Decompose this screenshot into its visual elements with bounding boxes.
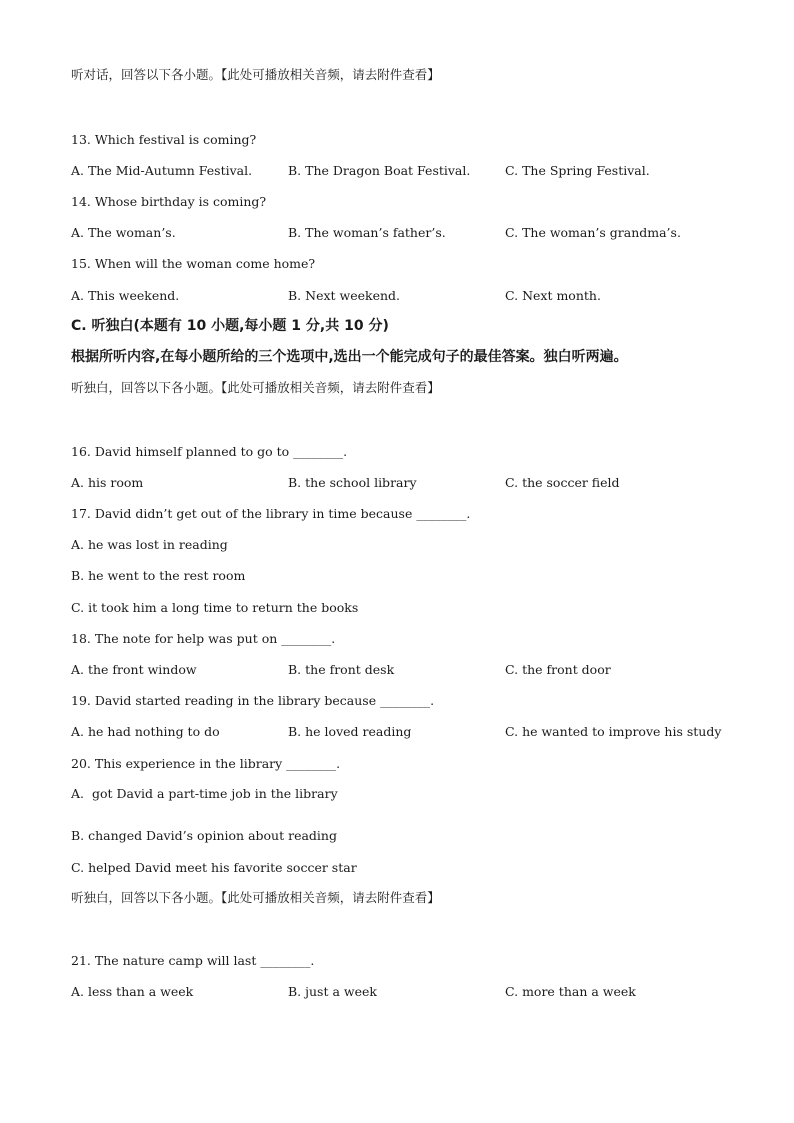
monologue-instruction-2: 听独白，回答以下各小题。【此处可播放相关音频，请去附件查看】: [71, 890, 440, 905]
question-17-option-c: C. it took him a long time to return the books: [71, 600, 359, 615]
question-13-option-c: C. The Spring Festival.: [505, 163, 650, 178]
question-19-option-b: B. he loved reading: [288, 724, 412, 739]
question-14-option-b: B. The woman’s father’s.: [288, 225, 446, 240]
question-19-stem: 19. David started reading in the library because ________.: [71, 693, 435, 708]
question-15-option-a: A. This weekend.: [71, 288, 180, 303]
question-21-option-a: A. less than a week: [71, 984, 194, 999]
question-18-option-b: B. the front desk: [288, 662, 395, 677]
question-17-option-a: A. he was lost in reading: [71, 537, 228, 552]
question-15-option-c: C. Next month.: [505, 288, 601, 303]
question-16-option-c: C. the soccer field: [505, 475, 620, 490]
question-15-option-b: B. Next weekend.: [288, 288, 401, 303]
question-16-stem: 16. David himself planned to go to ________.: [71, 444, 348, 459]
question-19-option-c: C. he wanted to improve his study: [505, 724, 722, 739]
question-19-option-a: A. he had nothing to do: [71, 724, 220, 739]
question-20-option-b: B. changed David’s opinion about reading: [71, 828, 337, 843]
question-14-option-a: A. The woman’s.: [71, 225, 176, 240]
question-18-option-a: A. the front window: [71, 662, 197, 677]
question-16-option-b: B. the school library: [288, 475, 417, 490]
question-20-stem: 20. This experience in the library ________.: [71, 756, 341, 771]
question-21-option-b: B. just a week: [288, 984, 377, 999]
question-14-option-c: C. The woman’s grandma’s.: [505, 225, 681, 240]
question-21-stem: 21. The nature camp will last ________.: [71, 953, 315, 968]
question-17-option-b: B. he went to the rest room: [71, 568, 246, 583]
question-15-stem: 15. When will the woman come home?: [71, 256, 316, 271]
question-14-stem: 14. Whose birthday is coming?: [71, 194, 267, 209]
question-18-option-c: C. the front door: [505, 662, 611, 677]
question-21-option-c: C. more than a week: [505, 984, 636, 999]
question-13-option-a: A. The Mid-Autumn Festival.: [71, 163, 253, 178]
question-20-option-a: A. got David a part-time job in the library: [71, 786, 338, 801]
dialogue-instruction: 听对话，回答以下各小题。【此处可播放相关音频，请去附件查看】: [71, 67, 440, 82]
section-c-instruction: 根据所听内容,在每小题所给的三个选项中,选出一个能完成句子的最佳答案。独白听两遍。: [71, 349, 628, 365]
question-18-stem: 18. The note for help was put on ________.: [71, 631, 336, 646]
question-17-stem: 17. David didn’t get out of the library in time because ________.: [71, 506, 471, 521]
question-13-stem: 13. Which festival is coming?: [71, 132, 257, 147]
section-c-title: C. 听独白(本题有 10 小题,每小题 1 分,共 10 分): [71, 318, 389, 334]
question-16-option-a: A. his room: [71, 475, 144, 490]
question-20-option-c: C. helped David meet his favorite soccer star: [71, 860, 357, 875]
question-13-option-b: B. The Dragon Boat Festival.: [288, 163, 471, 178]
monologue-instruction-1: 听独白，回答以下各小题。【此处可播放相关音频，请去附件查看】: [71, 380, 440, 395]
